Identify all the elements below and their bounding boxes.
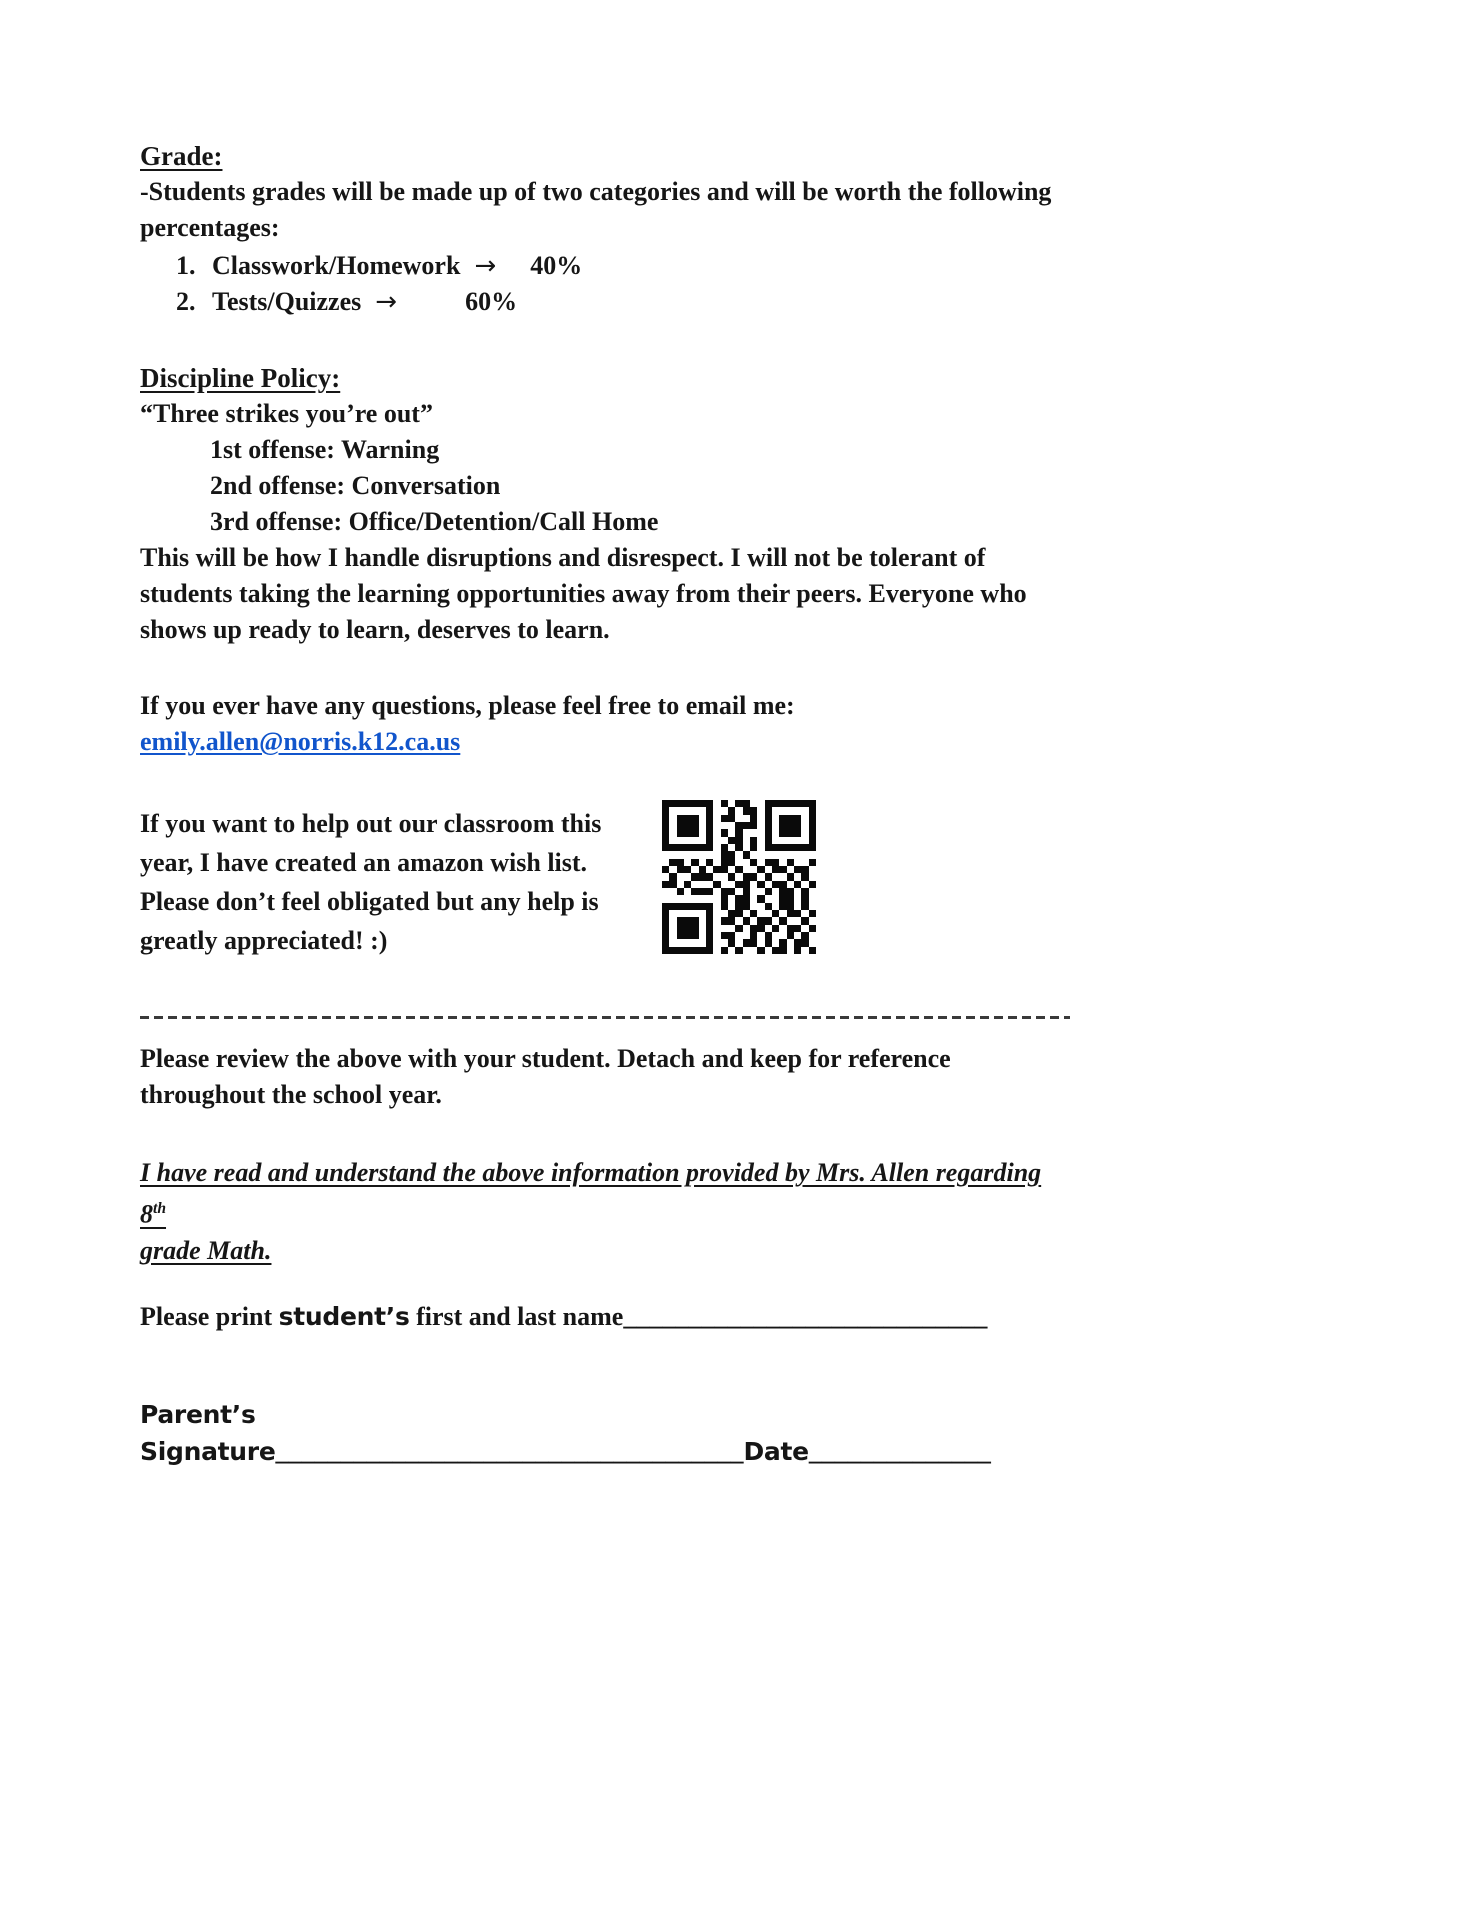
grade-intro: -Students grades will be made up of two categories and will be worth the following percentages: — [140, 177, 1052, 242]
contact-section — [140, 688, 1070, 760]
acknowledgement-statement — [140, 1155, 1070, 1269]
grade-heading: Grade: — [140, 141, 223, 171]
discipline-section — [140, 360, 1070, 648]
arrow-icon: → — [474, 251, 497, 281]
acknowledgement-tail: grade Math. — [140, 1235, 272, 1265]
signature-row — [140, 1433, 1070, 1471]
signature-label: Signature — [140, 1436, 276, 1466]
date-blank[interactable]: ______________ — [808, 1436, 991, 1466]
discipline-motto: “Three strikes you’re out” — [140, 399, 433, 428]
review-instruction: Please review the above with your student. Detach and keep for reference throughout the school year. — [140, 1044, 951, 1109]
amazon-wishlist-qr-code — [662, 800, 816, 954]
arrow-icon: → — [375, 287, 398, 317]
print-label-pre: Please print — [140, 1301, 279, 1331]
date-label: Date — [743, 1436, 809, 1466]
offense-line: 3rd offense: Office/Detention/Call Home — [210, 507, 659, 536]
grade-category-label: Tests/Quizzes — [212, 287, 362, 316]
wishlist-section — [140, 804, 1070, 960]
email-link[interactable]: emily.allen@norris.k12.ca.us — [140, 727, 461, 756]
student-name-line — [140, 1299, 1070, 1335]
offense-line: 2nd offense: Conversation — [210, 471, 501, 500]
list-item — [176, 284, 1070, 320]
grade-category-label: Classwork/Homework — [212, 251, 461, 280]
grade-category-value: 40% — [530, 251, 583, 280]
contact-email-line — [140, 724, 1070, 760]
discipline-heading: Discipline Policy: — [140, 363, 341, 393]
tear-off-line — [140, 1016, 1070, 1019]
grade-category-value: 60% — [465, 287, 518, 316]
list-number: 2. — [176, 287, 196, 316]
print-label-post: first and last name — [409, 1301, 624, 1331]
contact-line: If you ever have any questions, please feel free to email me: — [140, 691, 795, 720]
student-name-blank[interactable]: ____________________________ — [623, 1301, 988, 1331]
offense-line: 1st offense: Warning — [210, 435, 440, 464]
signature-section — [140, 1397, 1070, 1471]
grade-list — [176, 248, 1070, 320]
acknowledgement-main: I have read and understand the above information provided by Mrs. Allen regarding 8 — [140, 1158, 1042, 1229]
grade-section — [140, 138, 1070, 320]
print-label-bold: student’s — [278, 1301, 410, 1331]
discipline-body: This will be how I handle disruptions and disrespect. I will not be tolerant of students taking the learning opportunities away from their peers. Everyone who shows up ready to learn, deserves to learn. — [140, 543, 1027, 644]
wishlist-text: If you want to help out our classroom this year, I have created an amazon wish list. Please don’t feel obligated but any help is greatly appreciated! :) — [140, 809, 602, 955]
signature-blank[interactable]: ____________________________________ — [275, 1436, 744, 1466]
list-item — [176, 248, 1070, 284]
parents-label: Parent’s — [140, 1399, 256, 1429]
list-number: 1. — [176, 251, 196, 280]
ordinal-superscript: th — [153, 1200, 167, 1217]
